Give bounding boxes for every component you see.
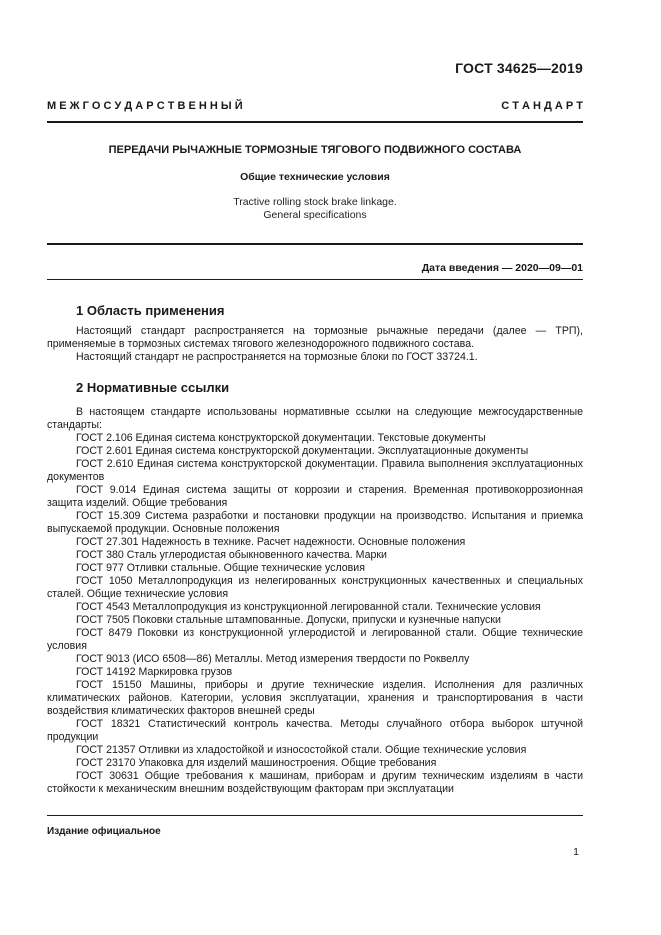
paragraph: В настоящем стандарте использованы нормативные ссылки на следующие межгосударственные стандарты:	[47, 406, 583, 431]
document-code: ГОСТ 34625—2019	[455, 60, 583, 76]
document-subtitle: Общие технические условия	[240, 171, 390, 183]
date-divider	[47, 279, 583, 280]
reference-item: ГОСТ 18321 Статистический контроль качества. Методы случайного отбора выборок штучной продукции	[47, 718, 583, 743]
section-1-heading: 1 Область применения	[76, 303, 225, 318]
document-title: ПЕРЕДАЧИ РЫЧАЖНЫЕ ТОРМОЗНЫЕ ТЯГОВОГО ПОДВИЖНОГО СОСТАВА	[108, 144, 522, 156]
reference-item: ГОСТ 9.014 Единая система защиты от коррозии и старения. Временная противокоррозионная защита изделий. Общие требования	[47, 484, 583, 509]
reference-item: ГОСТ 23170 Упаковка для изделий машиностроения. Общие требования	[76, 757, 437, 769]
reference-item: ГОСТ 977 Отливки стальные. Общие технические условия	[76, 562, 365, 574]
reference-item: ГОСТ 8479 Поковки из конструкционной углеродистой и легированной стали. Общие технические условия	[47, 627, 583, 652]
reference-item: ГОСТ 7505 Поковки стальные штампованные. Допуски, припуски и кузнечные напуски	[76, 614, 501, 626]
reference-item: ГОСТ 15.309 Система разработки и постановки продукции на производство. Испытания и приемка выпускаемой продукции. Основные положения	[47, 510, 583, 535]
paragraph: Настоящий стандарт распространяется на тормозные рычажные передачи (далее — ТРП), применяемые в тормозных системах тягового железнодорожного подвижного состава.	[47, 325, 583, 350]
reference-item: ГОСТ 2.601 Единая система конструкторской документации. Эксплуатационные документы	[76, 445, 529, 457]
reference-item: ГОСТ 27.301 Надежность в технике. Расчет надежности. Основные положения	[76, 536, 466, 548]
reference-item: ГОСТ 2.106 Единая система конструкторской документации. Текстовые документы	[76, 432, 486, 444]
reference-item: ГОСТ 15150 Машины, приборы и другие технические изделия. Исполнения для различных климатических районов. Категории, условия эксплуатации, хранения и транспортирования в части воздействия климатических факторов внешней среды	[47, 679, 583, 717]
reference-item: ГОСТ 380 Сталь углеродистая обыкновенного качества. Марки	[76, 549, 387, 561]
reference-item: ГОСТ 2.610 Единая система конструкторской документации. Правила выполнения эксплуатационных документов	[47, 458, 583, 483]
footer-divider	[47, 815, 583, 816]
english-title-line1: Tractive rolling stock brake linkage.	[233, 196, 397, 208]
english-title-line2: General specifications	[263, 209, 367, 221]
interstate-standard-banner	[47, 100, 583, 112]
section-1-body	[47, 325, 583, 364]
banner-right-text: С Т А Н Д А Р Т	[501, 100, 583, 112]
reference-item: ГОСТ 30631 Общие требования к машинам, приборам и другим техническим изделиям в части стойкости к механическим внешним воздействующим факторам при эксплуатации	[47, 770, 583, 795]
reference-item: ГОСТ 4543 Металлопродукция из конструкционной легированной стали. Технические условия	[76, 601, 541, 613]
section-2-body	[47, 406, 583, 796]
title-divider	[47, 243, 583, 245]
header-divider	[47, 121, 583, 123]
introduction-date: Дата введения — 2020—09—01	[421, 262, 583, 274]
reference-item: ГОСТ 14192 Маркировка грузов	[76, 666, 233, 678]
paragraph: Настоящий стандарт не распространяется на тормозные блоки по ГОСТ 33724.1.	[76, 351, 478, 363]
official-edition-label: Издание официальное	[47, 826, 161, 837]
section-2-heading: 2 Нормативные ссылки	[76, 380, 230, 395]
banner-left-text: М Е Ж Г О С У Д А Р С Т В Е Н Н Ы Й	[47, 100, 243, 112]
reference-item: ГОСТ 1050 Металлопродукция из нелегированных конструкционных качественных и специальных сталей. Общие технические условия	[47, 575, 583, 600]
reference-item: ГОСТ 9013 (ИСО 6508—86) Металлы. Метод измерения твердости по Роквеллу	[76, 653, 470, 665]
page-number: 1	[573, 846, 579, 858]
english-title	[47, 196, 583, 222]
reference-item: ГОСТ 21357 Отливки из хладостойкой и износостойкой стали. Общие технические условия	[76, 744, 527, 756]
